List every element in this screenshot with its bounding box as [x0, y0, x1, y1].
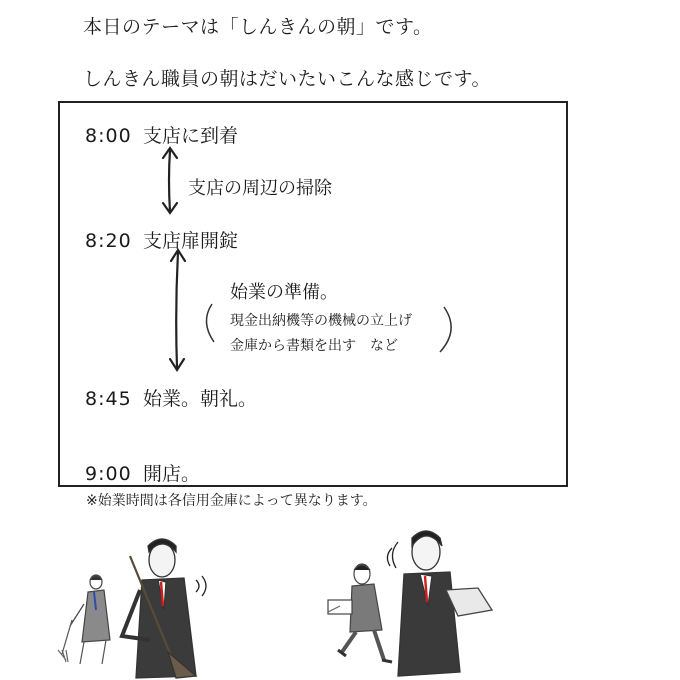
schedule-event: 支店扉開錠	[143, 230, 239, 252]
schedule-event: 始業。朝礼。	[143, 388, 258, 410]
page-heading-1: 本日のテーマは「しんきんの朝」です。	[83, 16, 433, 38]
page-heading-2: しんきん職員の朝はだいたいこんな感じです。	[83, 68, 491, 90]
schedule-event: 支店に到着	[143, 125, 239, 147]
schedule-time: 8:45	[85, 388, 132, 410]
walking-worker-large-icon	[387, 531, 492, 676]
prep-item: 金庫から書類を出す など	[230, 338, 398, 354]
note-cleaning: 支店の周辺の掃除	[188, 178, 332, 199]
sweeping-worker-small-icon	[58, 575, 110, 664]
left-paren-icon	[206, 304, 214, 342]
double-arrow-icon	[170, 250, 185, 370]
note-preparation: 始業の準備。	[230, 282, 338, 303]
schedule-time: 8:20	[85, 230, 132, 252]
schedule-time: 8:00	[85, 125, 132, 147]
double-arrow-icon	[163, 148, 177, 213]
schedule-event: 開店。	[143, 463, 201, 485]
walking-worker-small-icon	[328, 564, 392, 662]
schedule-time: 9:00	[85, 463, 132, 485]
right-paren-icon	[440, 307, 451, 352]
sweeping-worker-large-icon	[122, 539, 206, 678]
prep-item: 現金出納機等の機械の立上げ	[230, 313, 412, 329]
footnote: ※始業時間は各信用金庫によって異なります。	[86, 493, 377, 509]
